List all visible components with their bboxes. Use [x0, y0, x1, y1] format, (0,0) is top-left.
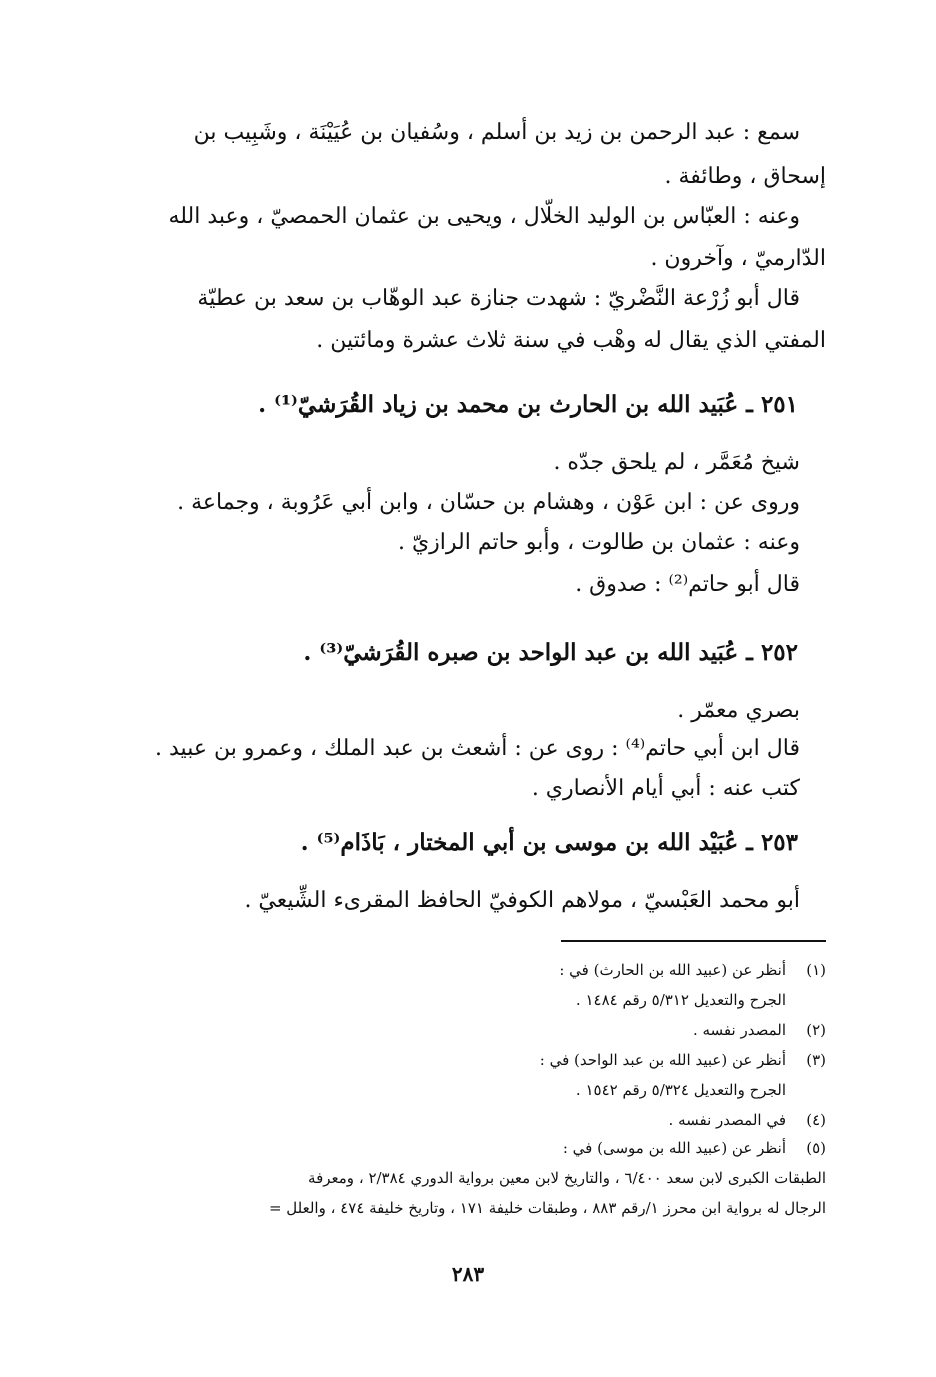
entry-252-line-1: بصري معمّر .	[677, 698, 800, 723]
footnote-5-text-cont-2: الرجال له برواية ابن محرز ١/رقم ٨٨٣ ، وطبقات خليفة ١٧١ ، وتاريخ خليفة ٤٧٤ ، والعلل =	[268, 1199, 826, 1217]
footnote-3-number: (٣)	[806, 1051, 826, 1069]
entry-253-line-1: أبو محمد العَبْسيّ ، مولاهم الكوفيّ الحافظ المقرىء الشِّيعيّ .	[244, 888, 800, 913]
footnote-separator	[561, 940, 826, 942]
footnote-3-text-cont: الجرح والتعديل ٥/٣٢٤ رقم ١٥٤٢ .	[575, 1081, 786, 1099]
footnote-5-text-cont-1: الطبقات الكبرى لابن سعد ٦/٤٠٠ ، والتاريخ لابن معين برواية الدوري ٢/٣٨٤ ، ومعرفة	[308, 1169, 826, 1187]
footnote-2-number: (٢)	[806, 1021, 826, 1039]
entry-253-heading: ٢٥٣ ـ عُبَيْد الله بن موسى بن أبي المختار ، بَاذَام⁽⁵⁾ .	[300, 829, 798, 856]
entry-251-line-4: قال أبو حاتم⁽²⁾ : صدوق .	[575, 572, 800, 597]
entry-251-line-2: وروى عن : ابن عَوْن ، وهشام بن حسّان ، وابن أبي عَرُوبة ، وجماعة .	[177, 490, 800, 515]
footnote-5-number: (٥)	[806, 1139, 826, 1157]
page-number: ٢٨٣	[451, 1262, 485, 1286]
footnote-2-text: المصدر نفسه .	[692, 1021, 786, 1039]
entry-251-line-3: وعنه : عثمان بن طالوت ، وأبو حاتم الرازيّ .	[397, 530, 800, 555]
entry-251-heading: ٢٥١ ـ عُبَيد الله بن الحارث بن محمد بن زياد القُرَشيّ⁽¹⁾ .	[258, 391, 798, 418]
footnote-4-number: (٤)	[806, 1111, 826, 1129]
text-line-5: قال أبو زُرْعة النَّضْريّ : شهدت جنازة عبد الوهّاب بن سعد بن عطيّة	[197, 286, 800, 311]
footnote-3-text: أنظر عن (عبيد الله بن عبد الواحد) في :	[539, 1051, 786, 1069]
entry-251-line-1: شيخ مُعَمَّر ، لم يلحق جدّه .	[553, 450, 800, 475]
text-line-6: المفتي الذي يقال له وهْب في سنة ثلاث عشرة ومائتين .	[316, 328, 826, 353]
footnote-1-number: (١)	[806, 961, 826, 979]
text-line-1: سمع : عبد الرحمن بن زيد بن أسلم ، وسُفيان بن عُيَيْنَة ، وشَبِيب بن	[193, 120, 800, 145]
entry-252-line-3: كتب عنه : أبي أيام الأنصاري .	[531, 776, 800, 801]
entry-252-heading: ٢٥٢ ـ عُبَيد الله بن عبد الواحد بن صبره القُرَشيّ⁽³⁾ .	[303, 639, 798, 666]
footnote-4-text: في المصدر نفسه .	[668, 1111, 786, 1129]
text-line-2: إسحاق ، وطائفة .	[664, 164, 826, 189]
text-line-3: وعنه : العبّاس بن الوليد الخلّال ، ويحيى بن عثمان الحمصيّ ، وعبد الله	[168, 204, 800, 229]
footnote-1-text-cont: الجرح والتعديل ٥/٣١٢ رقم ١٤٨٤ .	[575, 991, 786, 1009]
text-line-4: الدّارميّ ، وآخرون .	[650, 246, 826, 271]
footnote-5-text: أنظر عن (عبيد الله بن موسى) في :	[562, 1139, 786, 1157]
entry-252-line-2: قال ابن أبي حاتم⁽⁴⁾ : روى عن : أشعث بن عبد الملك ، وعمرو بن عبيد .	[155, 736, 800, 761]
footnote-1-text: أنظر عن (عبيد الله بن الحارث) في :	[559, 961, 786, 979]
